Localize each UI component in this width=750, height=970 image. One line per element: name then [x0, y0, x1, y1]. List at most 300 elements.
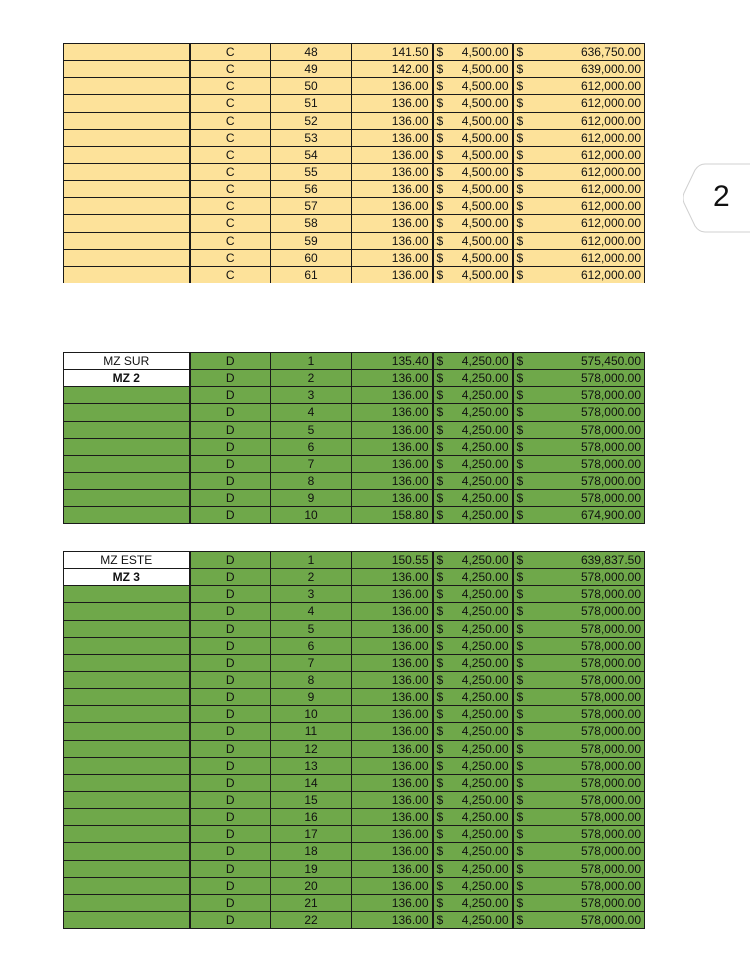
area-cell: 136.00 — [352, 894, 433, 911]
currency-symbol: $ — [516, 638, 524, 653]
currency-symbol: $ — [516, 673, 524, 688]
currency-symbol: $ — [516, 707, 524, 722]
table-row — [64, 78, 645, 95]
section-cell: C — [190, 249, 271, 266]
total-value: 578,000.00 — [580, 810, 641, 825]
section-cell: D — [190, 774, 271, 791]
unit-price-cell — [433, 215, 513, 232]
price-value: 4,250.00 — [461, 810, 509, 825]
table-row — [64, 706, 645, 723]
currency-symbol: $ — [436, 165, 444, 180]
currency-symbol: $ — [436, 268, 444, 283]
price-value: 4,250.00 — [461, 690, 509, 705]
total-value: 578,000.00 — [580, 587, 641, 602]
section-cell: D — [190, 370, 271, 387]
block-label-cell — [64, 740, 190, 757]
total-value: 674,900.00 — [580, 508, 641, 523]
total-value: 578,000.00 — [580, 861, 641, 876]
block-label-cell — [64, 421, 190, 438]
block-label-cell — [64, 61, 190, 78]
price-value: 4,250.00 — [461, 861, 509, 876]
table-row — [64, 740, 645, 757]
currency-symbol: $ — [516, 587, 524, 602]
total-price-cell — [513, 404, 645, 421]
unit-price-cell — [433, 843, 513, 860]
section-cell: C — [190, 266, 271, 283]
price-value: 4,250.00 — [461, 371, 509, 386]
block-label-cell — [64, 774, 190, 791]
table-row — [64, 198, 645, 215]
lot-number-cell: 20 — [271, 877, 352, 894]
currency-symbol: $ — [516, 405, 524, 420]
currency-symbol: $ — [516, 621, 524, 636]
section-cell: D — [190, 586, 271, 603]
currency-symbol: $ — [436, 604, 444, 619]
block-label-cell — [64, 146, 190, 163]
price-value: 4,250.00 — [461, 354, 509, 369]
currency-symbol: $ — [516, 570, 524, 585]
price-value: 4,250.00 — [461, 673, 509, 688]
table-row — [64, 569, 645, 586]
currency-symbol: $ — [436, 913, 444, 928]
unit-price-cell — [433, 671, 513, 688]
unit-price-cell — [433, 894, 513, 911]
area-cell: 136.00 — [352, 438, 433, 455]
currency-symbol: $ — [436, 491, 444, 506]
total-price-cell — [513, 146, 645, 163]
lot-number-cell: 53 — [271, 129, 352, 146]
section-cell: D — [190, 552, 271, 569]
currency-symbol: $ — [516, 199, 524, 214]
block-label-cell — [64, 490, 190, 507]
unit-price-cell — [433, 198, 513, 215]
price-value: 4,250.00 — [461, 878, 509, 893]
area-cell: 135.40 — [352, 353, 433, 370]
currency-symbol: $ — [436, 45, 444, 60]
table-row — [64, 44, 645, 61]
currency-symbol: $ — [516, 895, 524, 910]
area-cell: 136.00 — [352, 232, 433, 249]
currency-symbol: $ — [436, 456, 444, 471]
currency-symbol: $ — [516, 96, 524, 111]
price-value: 4,250.00 — [461, 439, 509, 454]
block-label-cell — [64, 249, 190, 266]
total-value: 578,000.00 — [580, 673, 641, 688]
lot-number-cell: 11 — [271, 723, 352, 740]
currency-symbol: $ — [516, 456, 524, 471]
total-price-cell — [513, 620, 645, 637]
currency-symbol: $ — [516, 793, 524, 808]
total-price-cell — [513, 757, 645, 774]
section-cell: C — [190, 44, 271, 61]
price-value: 4,250.00 — [461, 422, 509, 437]
price-value: 4,250.00 — [461, 474, 509, 489]
total-value: 578,000.00 — [580, 690, 641, 705]
block-label-cell — [64, 689, 190, 706]
total-price-cell — [513, 353, 645, 370]
unit-price-cell — [433, 455, 513, 472]
block-label-cell — [64, 198, 190, 215]
total-value: 612,000.00 — [580, 96, 641, 111]
section-cell: D — [190, 689, 271, 706]
unit-price-cell — [433, 44, 513, 61]
total-value: 578,000.00 — [580, 604, 641, 619]
area-cell: 142.00 — [352, 61, 433, 78]
section-cell: C — [190, 232, 271, 249]
lot-number-cell: 10 — [271, 507, 352, 524]
table-row — [64, 774, 645, 791]
total-price-cell — [513, 740, 645, 757]
unit-price-cell — [433, 586, 513, 603]
currency-symbol: $ — [436, 690, 444, 705]
unit-price-cell — [433, 61, 513, 78]
table-row — [64, 249, 645, 266]
unit-price-cell — [433, 438, 513, 455]
area-cell: 136.00 — [352, 637, 433, 654]
total-value: 636,750.00 — [580, 45, 641, 60]
lots-table-mz-sur — [63, 352, 645, 524]
area-cell: 136.00 — [352, 603, 433, 620]
section-cell: C — [190, 78, 271, 95]
section-cell: D — [190, 911, 271, 928]
section-cell: C — [190, 181, 271, 198]
currency-symbol: $ — [436, 621, 444, 636]
area-cell: 136.00 — [352, 421, 433, 438]
total-value: 612,000.00 — [580, 199, 641, 214]
unit-price-cell — [433, 826, 513, 843]
area-cell: 136.00 — [352, 586, 433, 603]
currency-symbol: $ — [516, 165, 524, 180]
lot-number-cell: 50 — [271, 78, 352, 95]
price-value: 4,500.00 — [461, 182, 509, 197]
section-cell: C — [190, 215, 271, 232]
lot-number-cell: 57 — [271, 198, 352, 215]
total-value: 578,000.00 — [580, 844, 641, 859]
total-price-cell — [513, 671, 645, 688]
table-row — [64, 723, 645, 740]
table-row — [64, 370, 645, 387]
block-label-cell: MZ 3 — [64, 569, 190, 586]
block-label-cell: MZ ESTE — [64, 552, 190, 569]
total-price-cell — [513, 586, 645, 603]
table-row — [64, 438, 645, 455]
section-cell: D — [190, 472, 271, 489]
price-value: 4,250.00 — [461, 655, 509, 670]
price-value: 4,250.00 — [461, 491, 509, 506]
total-value: 578,000.00 — [580, 422, 641, 437]
section-cell: D — [190, 894, 271, 911]
block-label-cell — [64, 387, 190, 404]
currency-symbol: $ — [516, 113, 524, 128]
unit-price-cell — [433, 757, 513, 774]
lot-number-cell: 22 — [271, 911, 352, 928]
total-price-cell — [513, 569, 645, 586]
price-value: 4,500.00 — [461, 79, 509, 94]
area-cell: 136.00 — [352, 163, 433, 180]
unit-price-cell — [433, 353, 513, 370]
block-label-cell — [64, 78, 190, 95]
currency-symbol: $ — [436, 474, 444, 489]
lot-number-cell: 58 — [271, 215, 352, 232]
section-cell: D — [190, 843, 271, 860]
table-row — [64, 181, 645, 198]
block-label-cell — [64, 507, 190, 524]
currency-symbol: $ — [436, 62, 444, 77]
currency-symbol: $ — [436, 405, 444, 420]
block-label-cell — [64, 129, 190, 146]
unit-price-cell — [433, 552, 513, 569]
currency-symbol: $ — [436, 861, 444, 876]
block-label-cell — [64, 894, 190, 911]
currency-symbol: $ — [436, 724, 444, 739]
table-row — [64, 757, 645, 774]
area-cell: 136.00 — [352, 809, 433, 826]
table-row — [64, 353, 645, 370]
unit-price-cell — [433, 112, 513, 129]
price-value: 4,500.00 — [461, 165, 509, 180]
area-cell: 136.00 — [352, 911, 433, 928]
lot-number-cell: 14 — [271, 774, 352, 791]
block-label-cell — [64, 706, 190, 723]
table-row — [64, 146, 645, 163]
currency-symbol: $ — [516, 354, 524, 369]
unit-price-cell — [433, 706, 513, 723]
total-value: 578,000.00 — [580, 895, 641, 910]
lot-number-cell: 4 — [271, 603, 352, 620]
total-price-cell — [513, 249, 645, 266]
area-cell: 136.00 — [352, 455, 433, 472]
total-price-cell — [513, 198, 645, 215]
section-cell: C — [190, 95, 271, 112]
section-cell: D — [190, 877, 271, 894]
total-value: 578,000.00 — [580, 491, 641, 506]
currency-symbol: $ — [516, 268, 524, 283]
price-value: 4,250.00 — [461, 388, 509, 403]
area-cell: 136.00 — [352, 146, 433, 163]
unit-price-cell — [433, 654, 513, 671]
area-cell: 136.00 — [352, 654, 433, 671]
total-value: 612,000.00 — [580, 182, 641, 197]
section-cell: D — [190, 387, 271, 404]
section-cell: D — [190, 723, 271, 740]
total-value: 578,000.00 — [580, 913, 641, 928]
total-value: 578,000.00 — [580, 439, 641, 454]
price-value: 4,250.00 — [461, 570, 509, 585]
area-cell: 136.00 — [352, 78, 433, 95]
total-price-cell — [513, 215, 645, 232]
area-cell: 136.00 — [352, 843, 433, 860]
lot-number-cell: 8 — [271, 472, 352, 489]
total-price-cell — [513, 654, 645, 671]
total-price-cell — [513, 455, 645, 472]
price-value: 4,250.00 — [461, 895, 509, 910]
section-cell: C — [190, 146, 271, 163]
currency-symbol: $ — [516, 45, 524, 60]
section-cell: C — [190, 129, 271, 146]
table-row — [64, 490, 645, 507]
total-value: 578,000.00 — [580, 878, 641, 893]
unit-price-cell — [433, 232, 513, 249]
unit-price-cell — [433, 490, 513, 507]
currency-symbol: $ — [516, 439, 524, 454]
table-row — [64, 620, 645, 637]
lot-number-cell: 59 — [271, 232, 352, 249]
lot-number-cell: 19 — [271, 860, 352, 877]
section-cell: D — [190, 740, 271, 757]
area-cell: 136.00 — [352, 791, 433, 808]
table-row — [64, 689, 645, 706]
block-label-cell — [64, 637, 190, 654]
area-cell: 141.50 — [352, 44, 433, 61]
lot-number-cell: 56 — [271, 181, 352, 198]
currency-symbol: $ — [516, 655, 524, 670]
lot-number-cell: 9 — [271, 490, 352, 507]
total-value: 578,000.00 — [580, 724, 641, 739]
price-value: 4,500.00 — [461, 130, 509, 145]
total-value: 639,837.50 — [580, 553, 641, 568]
currency-symbol: $ — [516, 491, 524, 506]
total-price-cell — [513, 723, 645, 740]
currency-symbol: $ — [516, 62, 524, 77]
lot-number-cell: 3 — [271, 387, 352, 404]
currency-symbol: $ — [436, 844, 444, 859]
area-cell: 136.00 — [352, 706, 433, 723]
currency-symbol: $ — [516, 724, 524, 739]
total-price-cell — [513, 552, 645, 569]
block-label-cell — [64, 843, 190, 860]
currency-symbol: $ — [516, 130, 524, 145]
block-label-cell — [64, 860, 190, 877]
total-price-cell — [513, 911, 645, 928]
lot-number-cell: 2 — [271, 370, 352, 387]
currency-symbol: $ — [516, 79, 524, 94]
lot-number-cell: 49 — [271, 61, 352, 78]
lot-number-cell: 5 — [271, 421, 352, 438]
lots-table-c — [63, 43, 645, 283]
currency-symbol: $ — [436, 895, 444, 910]
total-price-cell — [513, 894, 645, 911]
total-value: 578,000.00 — [580, 456, 641, 471]
currency-symbol: $ — [436, 96, 444, 111]
price-value: 4,250.00 — [461, 793, 509, 808]
currency-symbol: $ — [436, 439, 444, 454]
lot-number-cell: 51 — [271, 95, 352, 112]
total-price-cell — [513, 438, 645, 455]
lot-number-cell: 1 — [271, 353, 352, 370]
block-label-cell — [64, 654, 190, 671]
table-row — [64, 860, 645, 877]
total-price-cell — [513, 637, 645, 654]
section-cell: C — [190, 163, 271, 180]
table-row — [64, 61, 645, 78]
price-value: 4,250.00 — [461, 844, 509, 859]
currency-symbol: $ — [436, 182, 444, 197]
currency-symbol: $ — [516, 250, 524, 265]
price-value: 4,250.00 — [461, 456, 509, 471]
currency-symbol: $ — [516, 604, 524, 619]
total-value: 578,000.00 — [580, 707, 641, 722]
total-price-cell — [513, 387, 645, 404]
lot-number-cell: 17 — [271, 826, 352, 843]
section-cell: D — [190, 569, 271, 586]
lot-number-cell: 61 — [271, 266, 352, 283]
total-price-cell — [513, 826, 645, 843]
currency-symbol: $ — [436, 570, 444, 585]
section-cell: D — [190, 757, 271, 774]
total-price-cell — [513, 232, 645, 249]
lot-number-cell: 5 — [271, 620, 352, 637]
table-row — [64, 911, 645, 928]
price-value: 4,250.00 — [461, 913, 509, 928]
block-label-cell — [64, 163, 190, 180]
total-price-cell — [513, 163, 645, 180]
total-value: 575,450.00 — [580, 354, 641, 369]
unit-price-cell — [433, 129, 513, 146]
price-value: 4,500.00 — [461, 268, 509, 283]
area-cell: 136.00 — [352, 266, 433, 283]
total-value: 578,000.00 — [580, 371, 641, 386]
table-row — [64, 552, 645, 569]
block-label-cell — [64, 215, 190, 232]
currency-symbol: $ — [436, 147, 444, 162]
section-cell: C — [190, 61, 271, 78]
page-indicator-tab[interactable] — [683, 163, 750, 233]
section-cell: D — [190, 671, 271, 688]
block-label-cell — [64, 404, 190, 421]
lot-number-cell: 12 — [271, 740, 352, 757]
price-value: 4,500.00 — [461, 250, 509, 265]
total-price-cell — [513, 112, 645, 129]
currency-symbol: $ — [516, 371, 524, 386]
currency-symbol: $ — [436, 741, 444, 756]
table-row — [64, 603, 645, 620]
currency-symbol: $ — [436, 79, 444, 94]
currency-symbol: $ — [516, 216, 524, 231]
currency-symbol: $ — [436, 250, 444, 265]
area-cell: 136.00 — [352, 757, 433, 774]
table-row — [64, 455, 645, 472]
total-price-cell — [513, 791, 645, 808]
currency-symbol: $ — [436, 758, 444, 773]
area-cell: 136.00 — [352, 877, 433, 894]
currency-symbol: $ — [436, 354, 444, 369]
unit-price-cell — [433, 791, 513, 808]
unit-price-cell — [433, 860, 513, 877]
unit-price-cell — [433, 404, 513, 421]
currency-symbol: $ — [436, 878, 444, 893]
currency-symbol: $ — [516, 508, 524, 523]
total-price-cell — [513, 877, 645, 894]
lots-table-mz-este — [63, 551, 645, 929]
lot-number-cell: 48 — [271, 44, 352, 61]
unit-price-cell — [433, 603, 513, 620]
price-value: 4,250.00 — [461, 741, 509, 756]
table-row — [64, 163, 645, 180]
total-price-cell — [513, 689, 645, 706]
unit-price-cell — [433, 740, 513, 757]
currency-symbol: $ — [516, 182, 524, 197]
area-cell: 136.00 — [352, 723, 433, 740]
block-label-cell: MZ 2 — [64, 370, 190, 387]
price-value: 4,500.00 — [461, 113, 509, 128]
table-row — [64, 671, 645, 688]
unit-price-cell — [433, 620, 513, 637]
price-value: 4,500.00 — [461, 62, 509, 77]
block-label-cell — [64, 603, 190, 620]
price-value: 4,500.00 — [461, 96, 509, 111]
section-cell: D — [190, 603, 271, 620]
price-value: 4,250.00 — [461, 707, 509, 722]
